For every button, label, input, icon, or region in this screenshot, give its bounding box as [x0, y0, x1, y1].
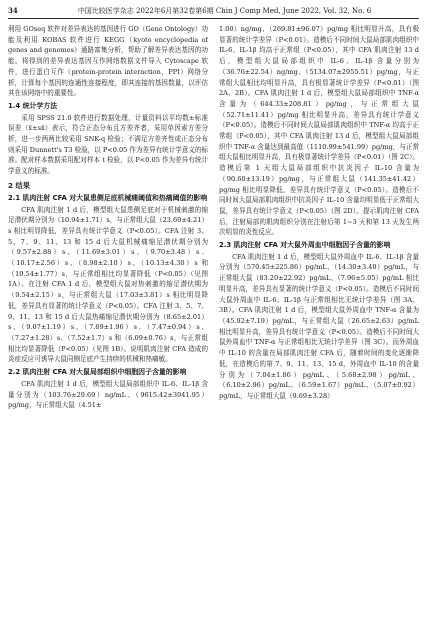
section-heading-2-2: 2.2 肌肉注射 CFA 对大鼠局部组织中细胞因子含量的影响 [8, 368, 187, 377]
results-paragraph-2-1: CFA 肌肉注射 1 d 后，模型组大鼠患侧足底对于机械刺激的缩足潜伏期分别为（10.94±1.71）s，与正常组大鼠（23.69±4.21）s 相比明显降低，差异具有统计学意义（P<0.05）。CFA 注射 3、5、7、9、11、13 和 15 d 后大鼠机械痛缩足潜伏期分别为（9.57±2.88）s、（11.69±3.01）s、（9.70±3.48）s、（10.17±2.56）s、（8.98±2.10）s、（10.13±4.30）s 和（10.54±1.77）s，与正常组相比均显著降低（P<0.05）（见图 1A）。在注射 CFA 1 d 后，模型组大鼠对热刺激的缩足潜伏期为（9.54±2.15）s，与正常组大鼠（17.03±3.81）s 相比明显降低，差异具有显著的统计学意义（P<0.05）。CFA 注射 3、5、7、9、11、13 和 15 d 后大鼠热痛缩足潜伏期分别为（8.65±2.01）s、（9.07±1.19）s、（7.89±1.96）s、（7.47±0.94）s、（7.27±1.28）s、（7.52±1.7）s 和（6.09±0.76）s，与正常组相比均显著降低（P<0.05）（见图 1B）。说明肌肉注射 CFA 造成的炎症反应可诱导大鼠同侧足底产生持续的机械和热痛敏。 [8, 205, 208, 364]
left-column [8, 24, 208, 620]
methods-paragraph-go-kegg: 利用 GOseq 软件对差异表达的基因进行 GO（Gene Ontology）功能及利用 KOBAS 软件进行 KEGG（kyoto encyclopedia of genes and genomes）通路富集分析，帮助了解差异表达基因的功能。将得到的差异表达基因互作网络数据文件导入 Cytoscape 软件，进行蛋白互作（protein-protein interaction，PPI）网络分析，计算每个基因的连通性连接程度，即其连接的基因数量，以评估其在该网络中的重要性。 [8, 25, 208, 98]
section-heading-results: 2 结果 [8, 180, 30, 190]
section-heading-2-1: 2.1 肌肉注射 CFA 对大鼠患侧足底机械痛阈值和热痛阈值的影响 [8, 193, 208, 202]
page-number: 34 [8, 6, 18, 15]
page-header [8, 4, 419, 19]
results-paragraph-2-2: CFA 肌肉注射 1 d 后，模型组大鼠局部组织中 IL-6、IL-1β 含量分别为（103.76±29.69）ng/mL、（9615.42±3941.95）pg/mg，与正常组大鼠（4.51± [8, 379, 208, 410]
right-column [219, 24, 419, 620]
statistics-paragraph: 采用 SPSS 21.0 软件进行数据处理，计量资料以平均数±标准误差（x̄±sx̄）表示，符合正态分布且方差齐者，采用单因素方差分析，进一步两两比较采用 SNK-q 检验；不满足方差齐性或正态分布则采用 Dunnett's T3 检验，以 P<0.05 作为差异有统计学意义的标准。配对样本数据采用配对样本 t 检验，以 P<0.05 作为差异有统计学意义的标准。 [8, 113, 208, 176]
section-heading-statistics: 1.4 统计学方法 [8, 101, 58, 110]
results-paragraph-2-2-continued: 1.00）ng/mg、（269.81±96.07）pg/mg 相比明显升高，具有极显著的统计学差异（P<0.01）。造模后不同时间大鼠局部肌肉组织中 IL-6、IL-1β 均高于正常组（P<0.05），其中 CFA 肌肉注射 13 d 后，模型组大鼠局部组织中 IL-6、IL-1β 含量分别为（36.76±22.54）ng/mg、（5134.07±2955.51）pg/mg，与正常组大鼠相比均明显升高，具有极显著统计学差异（P<0.01）（图 2A、2B）。CFA 肌肉注射 1 d 后，模型组大鼠局部组织中 TNF-α 含量为（644.33±208.81）pg/mg，与正常组大鼠（52.71±11.41）pg/mg 相比明显升高，差异具有统计学意义（P<0.05）。造模后不同时间大鼠局部肌肉组织中 TNF-α 均高于正常组（P<0.05），其中 CFA 肌肉注射 13 d 后，模型组大鼠局部组织中 TNF-α 含量达到最高值（1110.99±541.99）pg/mg，与正常组大鼠相比明显升高，具有极显著统计学差异（P<0.01）（图 2C）。造模后第 1 天组大鼠局部组织中抗炎因子 IL-10 含量为（90.60±13.19）pg/mg，与正常组大鼠（141.35±41.42）pg/mg 相比明显降低，差异具有统计学意义（P<0.05）。造模后不同时间大鼠局部肌肉组织中抗炎因子 IL-10 含量均明显低于正常组大鼠，差异具有统计学意义（P<0.05）（图 2D）。提示肌肉注射 CFA 后，注射局部的肌肉组织分别在注射后第 1~3 天和第 13 天发生两次明显的炎性反应。 [219, 25, 419, 237]
section-heading-2-3: 2.3 肌肉注射 CFA 对大鼠外周血中细胞因子含量的影响 [219, 241, 391, 250]
results-paragraph-2-3: CFA 肌肉注射 1 d 后，模型组大鼠外周血中 IL-6、IL-1β 含量分别为（570.45±225.86）pg/mL、（14.30±3.40）pg/mL，与正常组大鼠（83.20±22.92）pg/mL、（7.96±5.05）pg/mL 相比明显升高，差异具有显著的统计学意义（P<0.05）。造模后不同时间大鼠外周血中 IL-6、IL-1β 与正常组相比无统计学差异（图 3A、3B）。CFA 肌肉注射 1 d 后，模型组大鼠外周血中 TNF-α 含量为（45.92±7.19）pg/mL，与正常组大鼠（26.65±2.63）pg/mL 相比明显升高，差异具有统计学意义（P<0.05）。造模后不同时间大鼠外周血中 TNF-α 与正常组相比无统计学差异（图 3C）。而外周血中 IL-10 的含量在局部肌肉注射 CFA 后，随着时间的变化逐渐降低，在造模后的第 7、9、11、13、15 d，外周血中 IL-10 的含量分别为（7.04±1.86）pg/mL、（5.68±2.98）pg/mL、（6.10±2.96）pg/mL、（6.59±1.67）pg/mL、（5.07±0.92）pg/mL，与正常组大鼠（9.69±3.28） [219, 252, 419, 400]
journal-running-title: 中国比较医学杂志 2022年6月第32卷第6期 Chin J Comp Med, June 2022, Vol. 32, No. 6 [77, 7, 372, 15]
